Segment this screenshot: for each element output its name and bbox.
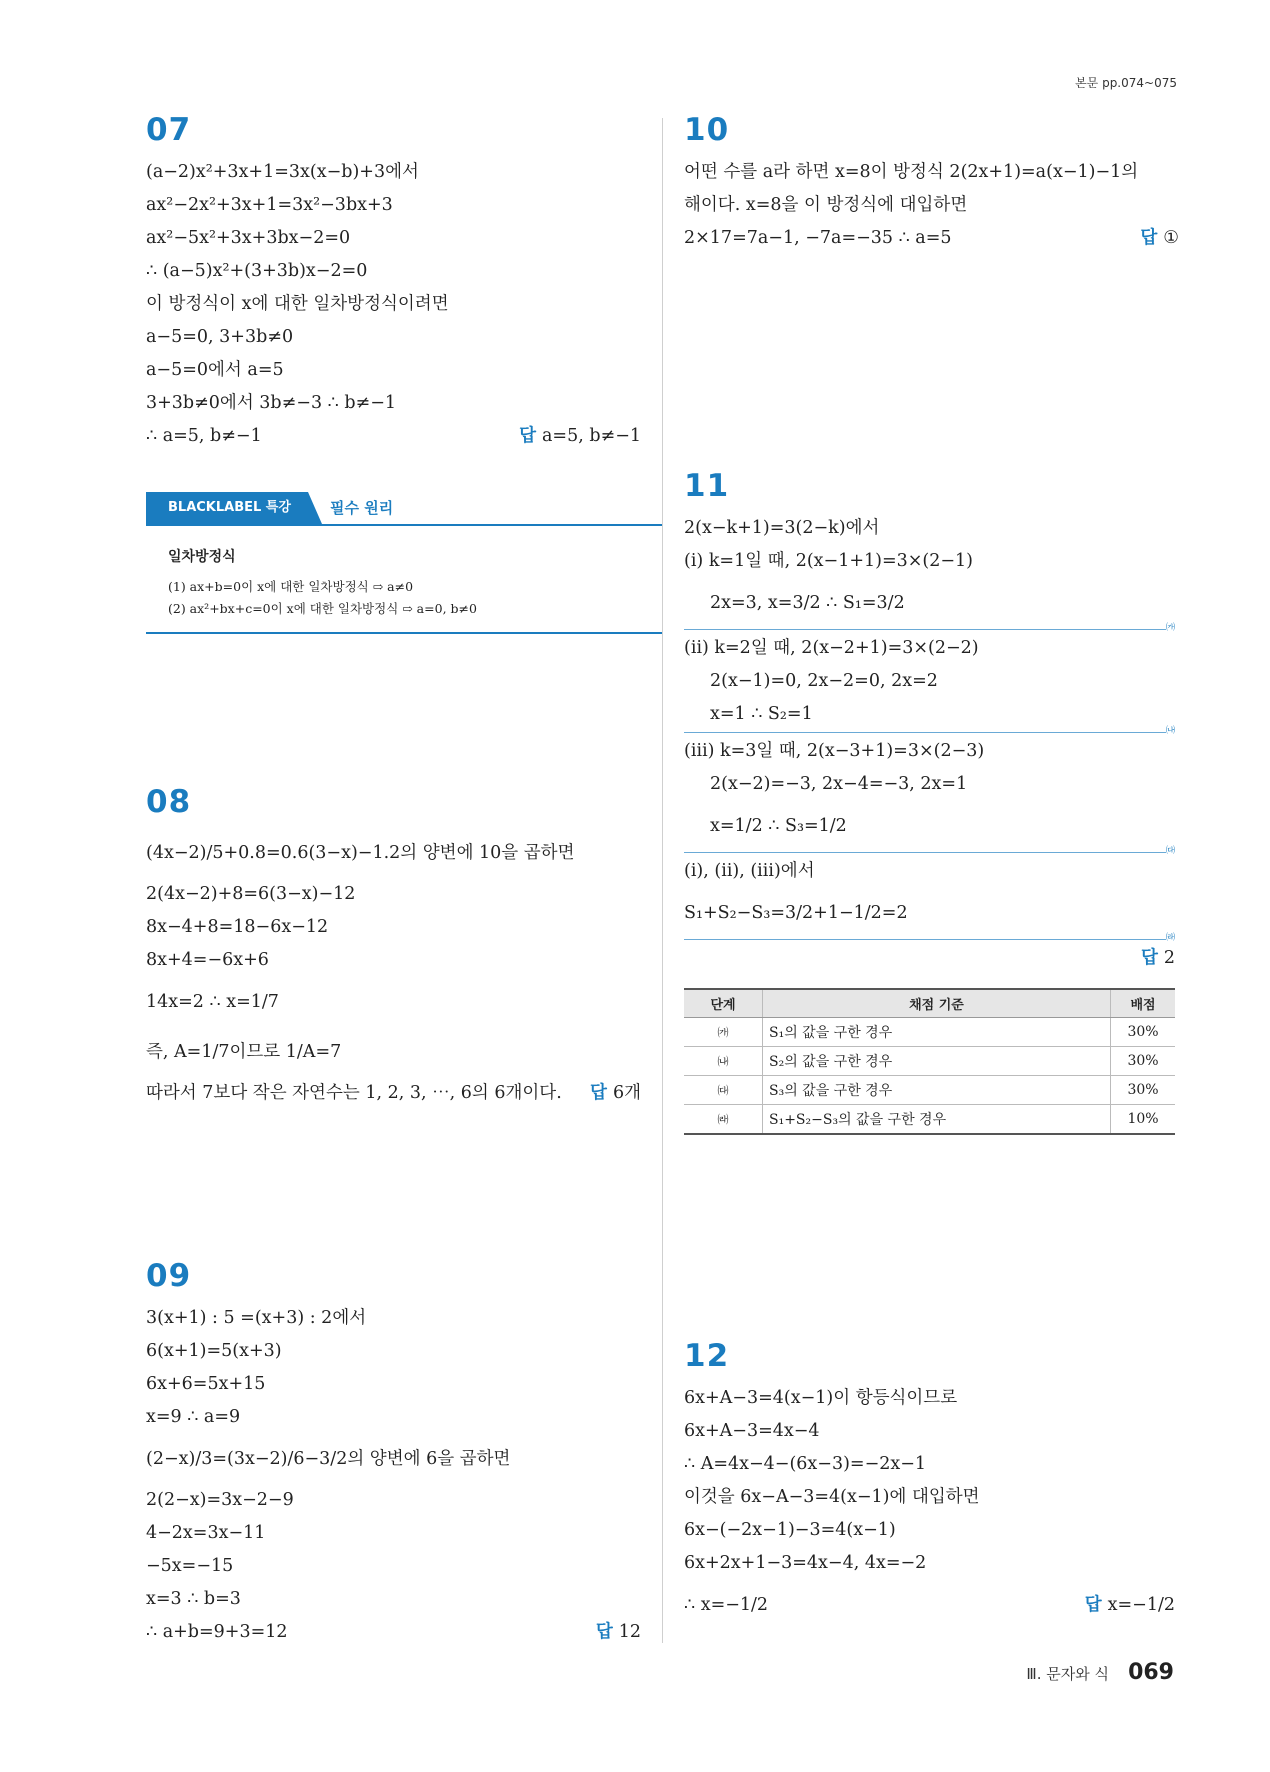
- answer: [596, 1616, 641, 1649]
- solution-line: 8x−4+8=18−6x−12: [146, 917, 329, 937]
- solution-line: 2(x−1)=0, 2x−2=0, 2x=2: [710, 671, 938, 691]
- table-row: [684, 1047, 1175, 1076]
- blacklabel-box: [146, 492, 662, 634]
- line-text: 2×17=7a−1, −7a=−35 ∴ a=5: [684, 228, 952, 248]
- solution-line: 이 방정식이 x에 대한 일차방정식이려면: [146, 294, 449, 314]
- page-footer: [1026, 1660, 1174, 1685]
- solution-line: (2−x)/3=(3x−2)/6−3/2의 양변에 6을 곱하면: [146, 1449, 511, 1469]
- solution-line: a−5=0에서 a=5: [146, 360, 284, 380]
- answer: [1085, 1580, 1175, 1630]
- solution-line: S₁+S₂−S₃=3/2+1−1/2=2: [684, 903, 908, 923]
- solution-line: x=1/2 ∴ S₃=1/2: [710, 816, 847, 836]
- scoring-table: [684, 988, 1175, 1135]
- solution-line: [146, 1077, 641, 1110]
- criteria-cell: S₁의 값을 구한 경우: [763, 1018, 1111, 1047]
- solution-line: (4x−2)/5+0.8=0.6(3−x)−1.2의 양변에 10을 곱하면: [146, 843, 575, 863]
- criteria-cell: S₂의 값을 구한 경우: [763, 1047, 1111, 1076]
- solution-line: 2(x−k+1)=3(2−k)에서: [684, 518, 880, 538]
- solution-line: 4−2x=3x−11: [146, 1523, 266, 1543]
- step-mark: ㈑: [1166, 930, 1175, 943]
- solution-line: ax²−2x²+3x+1=3x²−3bx+3: [146, 195, 393, 215]
- step-cell: ㈏: [684, 1047, 763, 1076]
- problem-number: 08: [146, 784, 192, 820]
- blacklabel-tab: BLACKLABEL 특강: [146, 492, 308, 524]
- header-points: 배점: [1111, 989, 1176, 1018]
- points-cell: 30%: [1111, 1047, 1176, 1076]
- step-divider: [684, 933, 1175, 943]
- solution-line: 6x−(−2x−1)−3=4(x−1): [684, 1520, 896, 1540]
- page-reference: 본문 pp.074~075: [1075, 76, 1177, 90]
- solution-line: 2(4x−2)+8=6(3−x)−12: [146, 884, 356, 904]
- criteria-cell: S₁+S₂−S₃의 값을 구한 경우: [763, 1105, 1111, 1135]
- problem-08: [146, 782, 641, 1110]
- step-mark: ㈏: [1166, 723, 1175, 736]
- table-row: [684, 1105, 1175, 1135]
- problem-number: 07: [146, 112, 192, 148]
- answer-value: x=−1/2: [1107, 1595, 1175, 1615]
- criteria-cell: S₃의 값을 구한 경우: [763, 1076, 1111, 1105]
- solution-line: 어떤 수를 a라 하면 x=8이 방정식 2(2x+1)=a(x−1)−1의: [684, 162, 1139, 182]
- header-step: 단계: [684, 989, 763, 1018]
- answer-value: ①: [1163, 228, 1179, 248]
- answer-label: 답: [595, 1622, 613, 1642]
- solution-line: (ⅱ) k=2일 때, 2(x−2+1)=3×(2−2): [684, 638, 979, 658]
- answer: [590, 1077, 641, 1110]
- solution-line: [684, 222, 1179, 255]
- solution-line: 2(2−x)=3x−2−9: [146, 1490, 294, 1510]
- line-text: ∴ a=5, b≠−1: [146, 426, 262, 446]
- solution-line: ∴ (a−5)x²+(3+3b)x−2=0: [146, 261, 368, 281]
- step-divider: [684, 846, 1175, 856]
- header-criteria: 채점 기준: [763, 989, 1111, 1018]
- solution-line: x=1 ∴ S₂=1: [710, 704, 813, 724]
- problem-07: [146, 110, 641, 453]
- solution-line: −5x=−15: [146, 1556, 234, 1576]
- solution-line: 6x+A−3=4x−4: [684, 1421, 820, 1441]
- step-divider: [684, 623, 1175, 633]
- problem-number: 12: [684, 1338, 730, 1374]
- answer: [1140, 222, 1179, 255]
- answer-value: 2: [1163, 948, 1175, 968]
- answer-line: [684, 942, 1175, 975]
- answer-label: 답: [1140, 228, 1158, 248]
- step-divider: [684, 726, 1175, 736]
- solution-line: ∴ A=4x−4−(6x−3)=−2x−1: [684, 1454, 927, 1474]
- line-text: 따라서 7보다 작은 자연수는 1, 2, 3, ⋯, 6의 6개이다.: [146, 1083, 562, 1103]
- points-cell: 10%: [1111, 1105, 1176, 1135]
- table-row: [684, 1018, 1175, 1047]
- solution-line: 3+3b≠0에서 3b≠−3 ∴ b≠−1: [146, 393, 397, 413]
- step-cell: ㈎: [684, 1018, 763, 1047]
- step-cell: ㈑: [684, 1105, 763, 1135]
- solution-line: x=3 ∴ b=3: [146, 1589, 241, 1609]
- problem-09: [146, 1256, 641, 1649]
- solution-line: (a−2)x²+3x+1=3x(x−b)+3에서: [146, 162, 419, 182]
- solution-line: 6x+6=5x+15: [146, 1374, 266, 1394]
- line-text: ∴ a+b=9+3=12: [146, 1622, 288, 1642]
- table-row: [684, 1076, 1175, 1105]
- problem-number: 09: [146, 1258, 192, 1294]
- problem-12: [684, 1336, 1175, 1630]
- column-divider: [662, 118, 663, 1643]
- solution-line: (ⅰ) k=1일 때, 2(x−1+1)=3×(2−1): [684, 551, 974, 571]
- answer-value: a=5, b≠−1: [541, 426, 641, 446]
- solution-line: [146, 420, 641, 453]
- points-cell: 30%: [1111, 1018, 1176, 1047]
- line-text: ∴ x=−1/2: [684, 1595, 769, 1615]
- solution-line: a−5=0, 3+3b≠0: [146, 327, 294, 347]
- step-mark: ㈐: [1166, 843, 1175, 856]
- solution-line: [684, 1580, 1175, 1630]
- step-cell: ㈐: [684, 1076, 763, 1105]
- problem-number: 10: [684, 112, 730, 148]
- solution-line: 해이다. x=8을 이 방정식에 대입하면: [684, 195, 968, 215]
- solution-line: 6x+2x+1−3=4x−4, 4x=−2: [684, 1553, 927, 1573]
- blacklabel-item: (2) ax²+bx+c=0이 x에 대한 일차방정식 ⇨ a=0, b≠0: [168, 601, 477, 616]
- solution-line: 3(x+1) : 5 =(x+3) : 2에서: [146, 1308, 367, 1328]
- problem-number: 11: [684, 468, 730, 504]
- solution-line: 2x=3, x=3/2 ∴ S₁=3/2: [710, 593, 905, 613]
- step-mark: ㈎: [1166, 620, 1175, 633]
- answer-label: 답: [1140, 948, 1158, 968]
- answer-value: 6개: [612, 1083, 641, 1103]
- solution-line: [146, 1616, 641, 1649]
- solution-line: (ⅲ) k=3일 때, 2(x−3+1)=3×(2−3): [684, 741, 985, 761]
- answer-value: 12: [618, 1622, 641, 1642]
- principle-tab: 필수 원리: [330, 499, 394, 517]
- solution-line: 6(x+1)=5(x+3): [146, 1341, 282, 1361]
- problem-11: [684, 466, 1175, 975]
- page-number: 069: [1128, 1660, 1174, 1685]
- blacklabel-header: [146, 492, 662, 526]
- blacklabel-item: (1) ax+b=0이 x에 대한 일차방정식 ⇨ a≠0: [168, 579, 414, 594]
- answer: [1141, 942, 1175, 975]
- solution-line: x=9 ∴ a=9: [146, 1407, 241, 1427]
- solution-line: ax²−5x²+3x+3bx−2=0: [146, 228, 351, 248]
- solution-line: 이것을 6x−A−3=4(x−1)에 대입하면: [684, 1487, 980, 1507]
- solution-line: (ⅰ), (ⅱ), (ⅲ)에서: [684, 861, 815, 881]
- answer-label: 답: [1084, 1595, 1102, 1615]
- blacklabel-title: 일차방정식: [168, 549, 236, 565]
- answer-label: 답: [519, 426, 536, 446]
- problem-10: [684, 110, 1179, 255]
- section-title: Ⅲ. 문자와 식: [1026, 1665, 1109, 1683]
- answer: [519, 420, 641, 453]
- solution-line: 즉, A=1/7이므로 1/A=7: [146, 1042, 342, 1062]
- table-header-row: [684, 989, 1175, 1018]
- solution-line: 6x+A−3=4(x−1)이 항등식이므로: [684, 1388, 958, 1408]
- points-cell: 30%: [1111, 1076, 1176, 1105]
- solution-line: 8x+4=−6x+6: [146, 950, 269, 970]
- answer-label: 답: [590, 1083, 607, 1103]
- solution-line: 14x=2 ∴ x=1/7: [146, 992, 279, 1012]
- solution-line: 2(x−2)=−3, 2x−4=−3, 2x=1: [710, 774, 968, 794]
- blacklabel-body: [146, 526, 662, 634]
